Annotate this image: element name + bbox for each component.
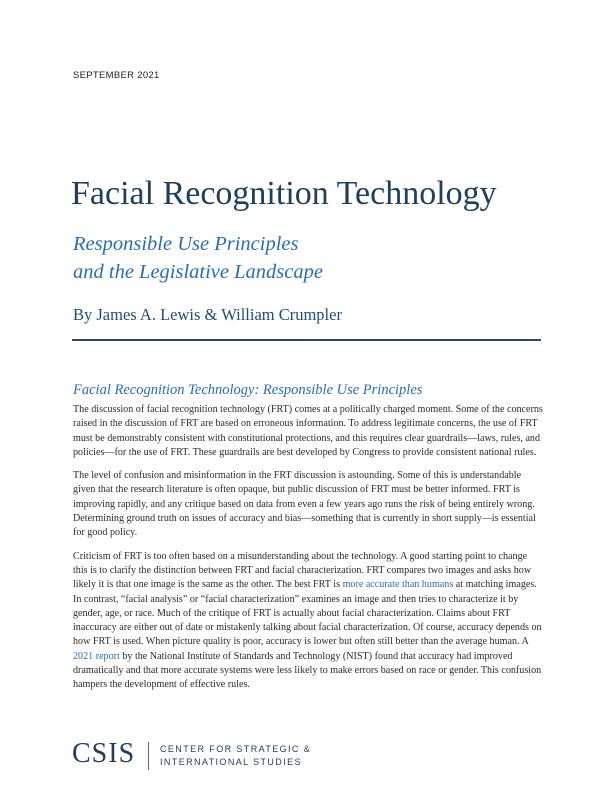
body-text [73,403,543,702]
organization-name-line-1: CENTER FOR STRATEGIC & [160,744,312,754]
subtitle-line-2: and the Legislative Landscape [73,261,323,283]
publication-date: SEPTEMBER 2021 [73,70,160,81]
csis-logo: CSIS [72,738,136,769]
subtitle-line-1: Responsible Use Principles [73,233,299,255]
document-title: Facial Recognition Technology [71,175,497,212]
footer-divider [148,742,149,770]
paragraph-3 [73,550,543,693]
section-heading: Facial Recognition Technology: Responsible Use Principles [73,382,423,398]
paragraph-3-text-a: Criticism of FRT is too often based on a misunderstanding about the technology. A good starting point to change this is to clarify the distinction between FRT and facial characterization. FRT compares two images and asks how likely it is that one image is the same as the other. The best FRT is [73,550,532,591]
link-2021-report[interactable]: 2021 report [73,650,120,662]
organization-name-line-2: INTERNATIONAL STUDIES [160,757,302,767]
paragraph-2: The level of confusion and misinformation in the FRT discussion is astounding. Some of this is understandable given that the research literature is often opaque, but public discussion of FRT must be better informed. FRT is improving rapidly, and any critique based on data from even a few years ago runs the risk of being entirely wrong. Determining ground truth on issues of accuracy and bias—something that is currently in short supply—is essential for good policy. [73,470,536,539]
title-divider [72,339,541,341]
authors-byline: By James A. Lewis & William Crumpler [73,305,342,324]
paragraph-3-text-c: by the National Institute of Standards and Technology (NIST) found that accuracy had improved dramatically and that more accurate systems were less likely to make errors based on race or gender. This confusion hampers the development of effective rules. [73,650,542,691]
document-subtitle [73,230,553,286]
paragraph-1: The discussion of facial recognition technology (FRT) comes at a politically charged moment. Some of the concerns raised in the discussion of FRT are based on erroneous information. To address legitimate concerns, the use of FRT must be demonstrably consistent with constitutional protections, and this requires clear guardrails—laws, rules, and policies—for the use of FRT. These guardrails are best developed by Congress to provide consistent national rules. [73,404,543,458]
link-more-accurate-than-humans[interactable]: more accurate than humans [342,579,454,591]
paragraph-3-text-b: at matching images. In contrast, “facial analysis” or “facial characterization” examines an image and then tries to characterize it by gender, age, or race. Much of the critique of FRT is actually about facial characterization. Claims about FRT inaccuracy are either out of date or mistakenly talking about facial characterization. Of course, accuracy depends on how FRT is used. When picture quality is poor, accuracy is lower but often still better than the average human. A [73,579,542,648]
organization-name [160,743,311,769]
